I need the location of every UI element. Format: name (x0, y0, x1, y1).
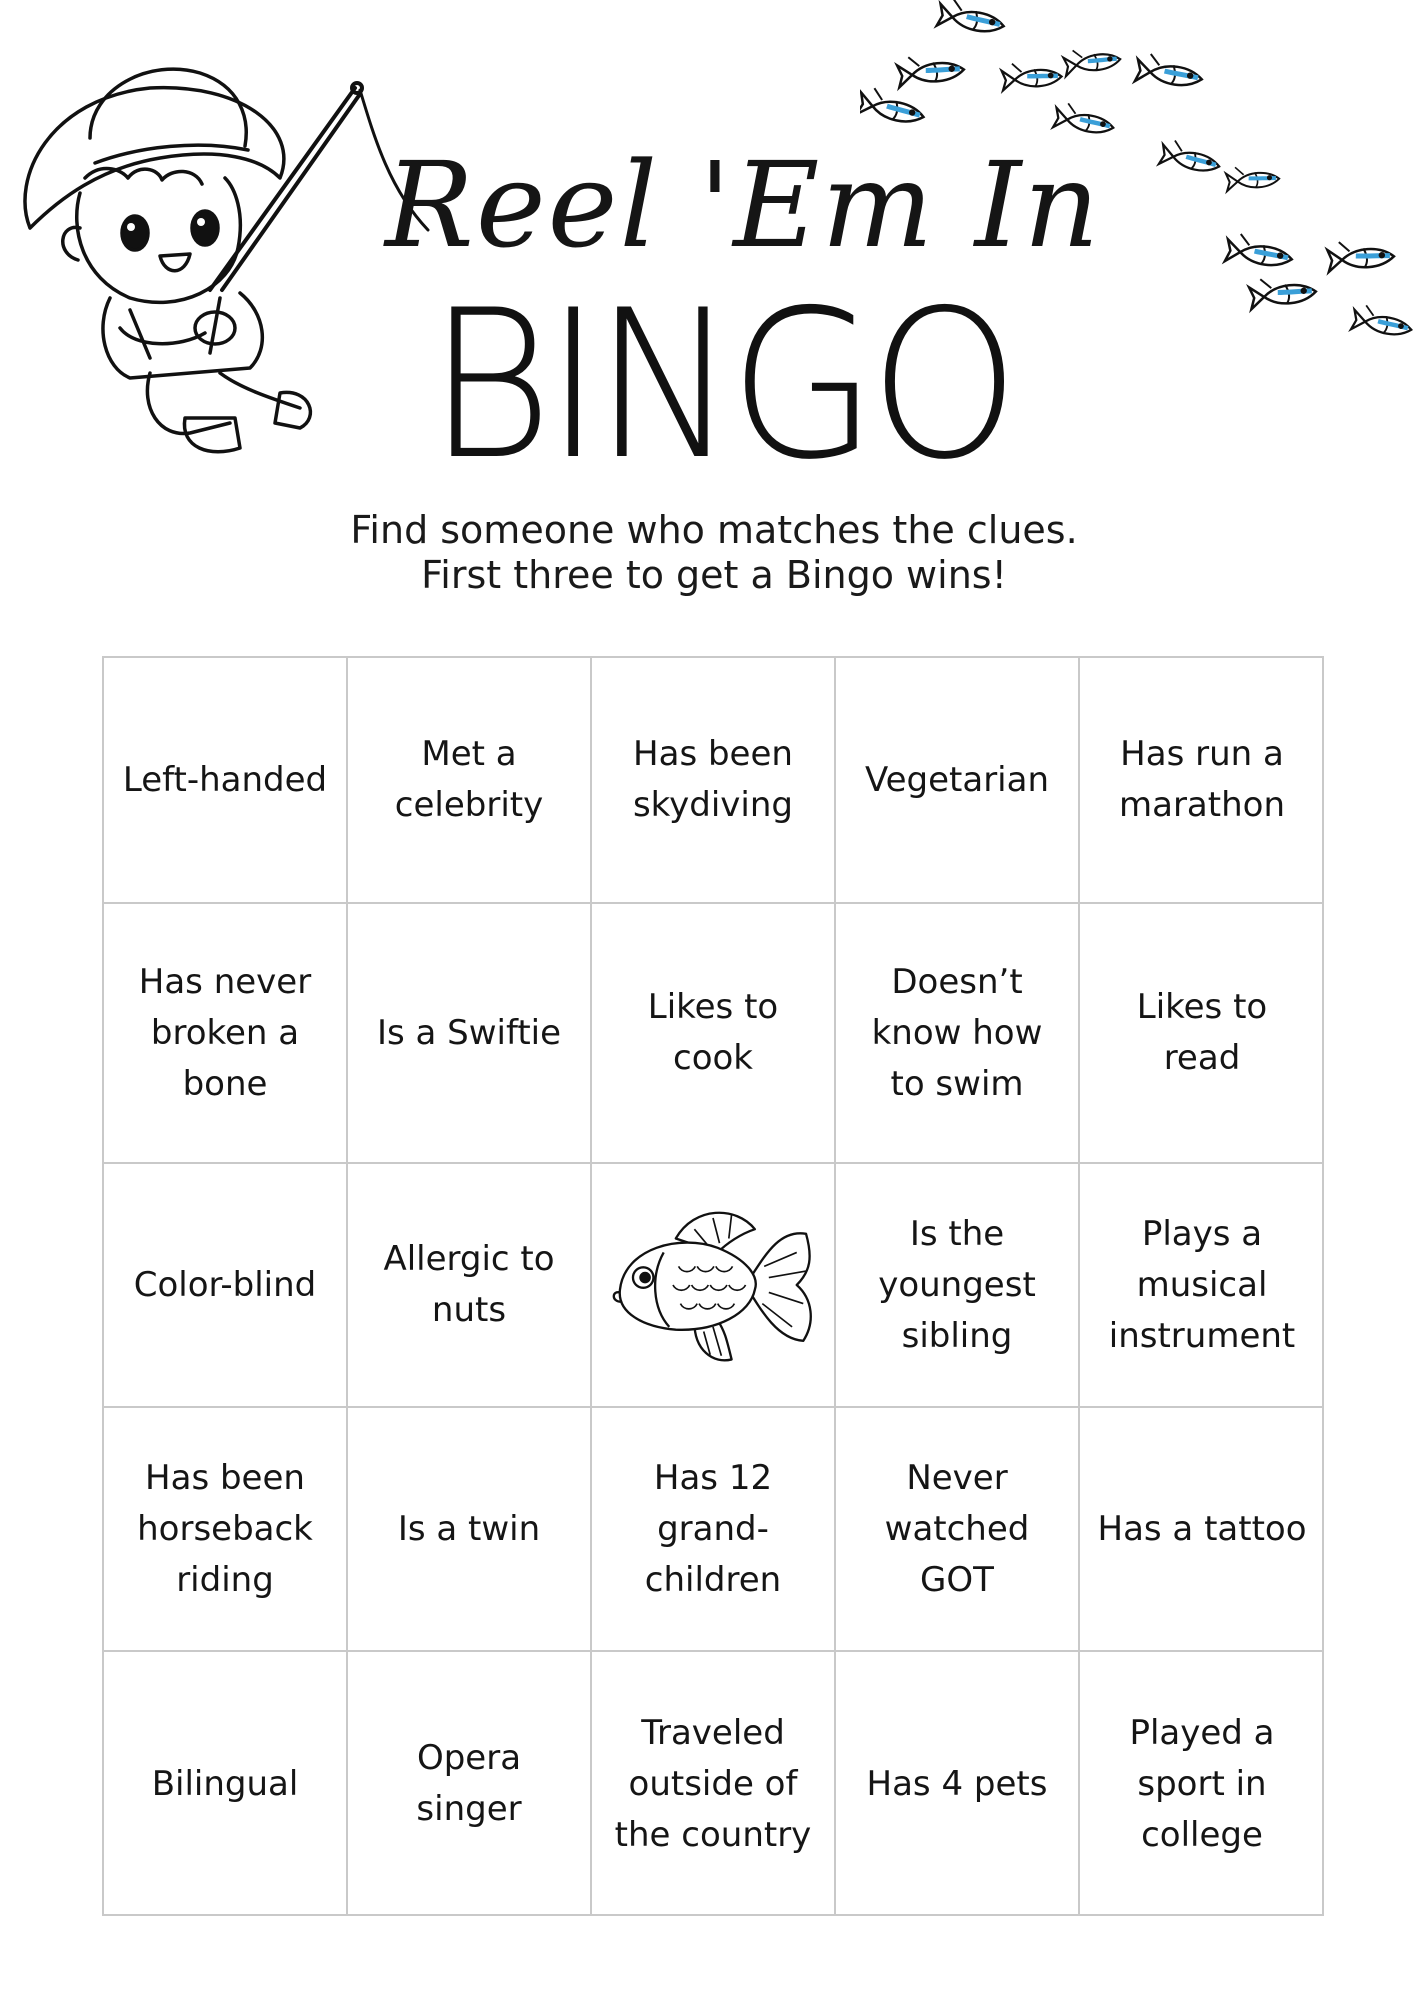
bingo-cell[interactable]: Vegetarian (836, 658, 1080, 904)
instructions (200, 508, 1228, 598)
bingo-board (102, 656, 1324, 1916)
bingo-cell[interactable]: Played a sport in college (1129, 1712, 1275, 1855)
bingo-cell[interactable]: Has never broken a bone (104, 904, 348, 1164)
instructions-line-2: First three to get a Bingo wins! (421, 553, 1007, 597)
bingo-cell[interactable]: Likes to cook (592, 904, 836, 1164)
free-space-cell[interactable] (592, 1164, 836, 1408)
bingo-cell[interactable]: Never watched GOT (836, 1408, 1080, 1652)
bingo-cell[interactable]: Color-blind (104, 1164, 348, 1408)
bingo-cell[interactable]: Is a Swiftie (348, 904, 592, 1164)
bingo-cell[interactable]: Plays a musical instrument (1080, 1164, 1324, 1408)
bingo-cell[interactable]: Left-handed (104, 658, 348, 904)
bingo-cell[interactable]: Doesn’t know how to swim (836, 904, 1080, 1164)
bingo-cell[interactable]: Likes to read (1080, 904, 1324, 1164)
bingo-cell[interactable]: Met a celebrity (348, 658, 592, 904)
bingo-title: BINGO (427, 267, 1013, 505)
bingo-cell[interactable]: Is a twin (348, 1408, 592, 1652)
bingo-cell[interactable]: Allergic to nuts (348, 1164, 592, 1408)
fish-school-icon (860, 0, 1428, 360)
bingo-cell[interactable]: Traveled outside of the country (592, 1652, 836, 1916)
bingo-cell[interactable]: Has been horseback riding (104, 1408, 348, 1652)
instructions-line-1: Find someone who matches the clues. (350, 508, 1078, 552)
bingo-cell[interactable]: Has 4 pets (836, 1652, 1080, 1916)
bingo-cell[interactable]: Bilingual (104, 1652, 348, 1916)
fish-icon (606, 1195, 820, 1375)
bingo-cell[interactable]: Has run a marathon (1080, 658, 1324, 904)
bingo-cell[interactable]: Has 12 grand-children (592, 1408, 836, 1652)
bingo-cell[interactable]: Opera singer (348, 1652, 592, 1916)
bingo-cell[interactable]: Has been skydiving (592, 658, 836, 904)
bingo-cell[interactable]: Has a tattoo (1080, 1408, 1324, 1652)
script-title: Reel 'Em In (385, 136, 1102, 274)
bingo-cell[interactable]: Is the youngest sibling (836, 1164, 1080, 1408)
